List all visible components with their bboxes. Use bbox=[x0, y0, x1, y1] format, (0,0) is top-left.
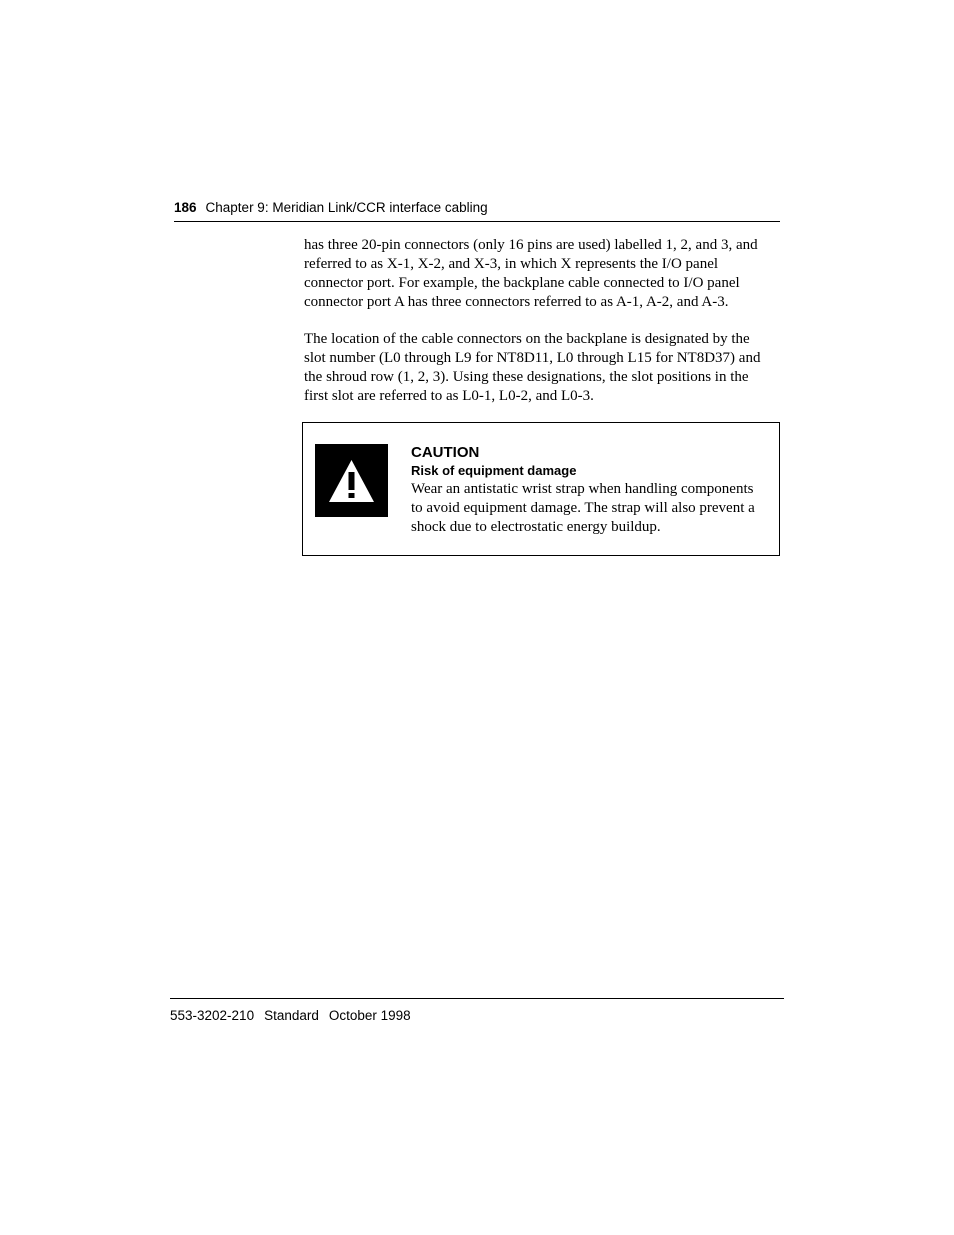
page-number: 186 bbox=[174, 200, 197, 215]
caution-line: to avoid equipment damage. The strap will also prevent a bbox=[411, 500, 755, 516]
paragraph-line: has three 20-pin connectors (only 16 pins are used) labelled 1, 2, and 3, and bbox=[304, 237, 758, 253]
paragraph-line: The location of the cable connectors on the backplane is designated by the bbox=[304, 331, 750, 347]
page-header bbox=[174, 200, 780, 222]
paragraph-line: slot number (L0 through L9 for NT8D11, L0 through L15 for NT8D37) and bbox=[304, 350, 761, 366]
caution-subtitle: Risk of equipment damage bbox=[411, 463, 577, 478]
page-footer bbox=[170, 998, 784, 1024]
chapter-title: Chapter 9: Meridian Link/CCR interface cabling bbox=[205, 200, 488, 215]
caution-line: Wear an antistatic wrist strap when handling components bbox=[411, 481, 754, 497]
paragraph-2 bbox=[304, 330, 784, 406]
caution-line: shock due to electrostatic energy buildup. bbox=[411, 519, 661, 535]
paragraph-line: first slot are referred to as L0-1, L0-2, and L0-3. bbox=[304, 388, 594, 404]
caution-content bbox=[411, 444, 773, 537]
paragraph-line: connector port A has three connectors referred to as A-1, A-2, and A-3. bbox=[304, 294, 729, 310]
caution-title: CAUTION bbox=[411, 444, 480, 461]
document-date: October 1998 bbox=[328, 1008, 411, 1023]
document-status: Standard bbox=[264, 1008, 319, 1023]
paragraph-line: connector port. For example, the backplane cable connected to I/O panel bbox=[304, 275, 740, 291]
document-number: 553-3202-210 bbox=[170, 1008, 255, 1023]
caution-box bbox=[302, 422, 780, 556]
paragraph-line: the shroud row (1, 2, 3). Using these designations, the slot positions in the bbox=[304, 369, 749, 385]
caution-text bbox=[411, 480, 773, 537]
paragraph-1 bbox=[304, 236, 784, 312]
paragraph-line: referred to as X-1, X-2, and X-3, in which X represents the I/O panel bbox=[304, 256, 719, 272]
warning-triangle-icon bbox=[315, 444, 388, 517]
body-text bbox=[304, 236, 784, 424]
